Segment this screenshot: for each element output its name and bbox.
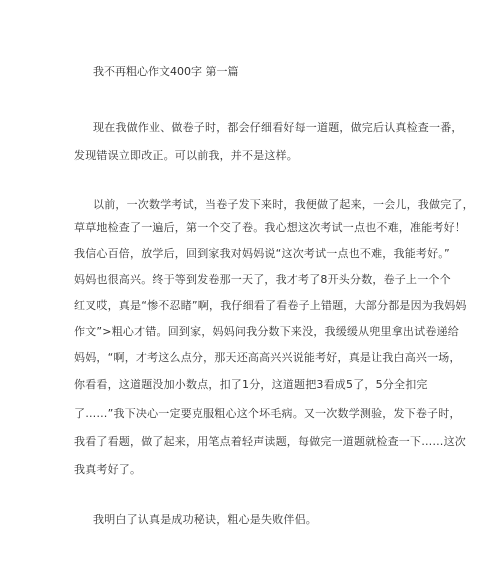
paragraph-2-line-4: 妈妈也很高兴。终于等到发卷那一天了，我才考了8开头分数，卷子上一个个 — [74, 273, 451, 286]
paragraph-2-line-7: 妈妈，“啊，才考这么点分，那天还高高兴兴说能考好，真是让我白高兴一场， — [74, 351, 461, 364]
paragraph-2-line-3: 我信心百倍，放学后，回到家我对妈妈说“这次考试一点也不难，我能考好。” — [74, 247, 450, 260]
paragraph-2-line-10: 我看了看题，做了起来，用笔点着轻声读题，每做完一道题就检查一下……这次 — [74, 435, 466, 448]
paragraph-1-line-1: 现在我做作业、做卷子时，都会仔细看好每一道题，做完后认真检查一番， — [93, 121, 463, 134]
paragraph-2-line-6: 作文”>粗心才错。回到家，妈妈问我分数下来没，我缓缓从兜里拿出试卷递给 — [74, 325, 459, 338]
paragraph-2-line-2: 草草地检查了一遍后，第一个交了卷。我心想这次考试一点也不难，准能考好！ — [74, 221, 466, 234]
paragraph-2-line-1: 以前，一次数学考试，当卷子发下来时，我便做了起来，一会儿，我做完了， — [93, 198, 474, 211]
paragraph-2-line-8: 你看看，这道题没加小数点，扣了1分，这道题把3看成5了，5分全扣完 — [74, 378, 428, 391]
paragraph-1-line-2: 发现错误立即改正。可以前我，并不是这样。 — [74, 149, 298, 162]
document-title: 我不再粗心作文400字 第一篇 — [93, 65, 239, 78]
paragraph-2-line-11: 我真考好了。 — [74, 463, 142, 476]
paragraph-3-line-1: 我明白了认真是成功秘诀，粗心是失败伴侣。 — [93, 513, 317, 526]
paragraph-2-line-9: 了……”我下决心一定要克服粗心这个坏毛病。又一次数学测验，发下卷子时， — [74, 407, 461, 420]
paragraph-2-line-5: 红叉哎，真是“惨不忍睹”啊，我仔细看了看卷子上错题，大部分都是因为我妈妈 — [74, 299, 467, 312]
